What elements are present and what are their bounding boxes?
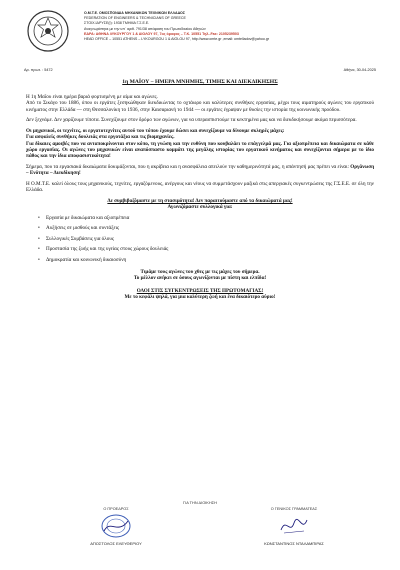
document-date: Αθήνα, 30-04-2025: [343, 68, 376, 72]
paragraph-text: Από το Σικάγο του 1886, όπου οι εργάτες ξεσηκώθηκαν διεκδικώντας το οχτάωρο και καλύτερες συνθήκες εργασίας, μέχρι τους αιματηρούς αγώνες του εργατικού κινήματος στην Ελλάδα — στη Θεσσαλονίκη το 1936, στην Καισαριανή το 1944 — οι εργάτες έγραψαν με θυσίες την ιστορία της κοινωνικής προόδου.: [26, 100, 374, 113]
signature-secretary: [234, 507, 354, 546]
paragraph-text: Η Ο.Μ.Τ.Ε. καλεί όλους τους μηχανικούς, τεχνίτες, εργαζόμενους, ανέργους και νέους να συμμετάσχουν μαζικά στις απεργιακές συγκεντρώσεις της Γ.Σ.Ε.Ε. σε όλη την Ελλάδα.: [26, 180, 374, 194]
list-item: • Συλλογικές Συμβάσεις για όλους: [38, 236, 374, 242]
signatures: [26, 500, 374, 564]
list-item: • Προστασία της ζωής και της υγείας στους χώρους δουλειάς: [38, 246, 374, 252]
document-title: 1η ΜΑΪΟΥ – ΗΜΕΡΑ ΜΝΗΜΗΣ, ΤΙΜΗΣ ΚΑΙ ΔΙΕΚΔΙΚΗΣΗΣ: [122, 79, 278, 85]
signature-role: Ο ΠΡΟΕΔΡΟΣ: [103, 507, 129, 511]
paragraph-text: Για δίκαιες αμοιβές που να ανταποκρίνονται στον κόπο, τη γνώση και την ευθύνη που κουβαλάει το επάγγελμά μας. Για αξιοπρέπεια και δικαιώματα σε κάθε χώρο εργασίας. Οι αγώνες του μηχανικών είναι αναπόσπαστο κομμάτι της μεγάλης ιστορίας του εργατικού κινήματος και συνεχίζονται σήμερα με το ίδιο πάθος και την ίδια αποφασιστικότητα!: [26, 140, 374, 160]
list-item: • Αυξήσεις σε μισθούς και συντάξεις: [38, 225, 374, 231]
signature-icon: [278, 513, 310, 539]
demands-list: [26, 215, 374, 263]
paragraph-text: Για ασφαλείς συνθήκες δουλειάς στα εργοτάξια και τις βιομηχανίες.: [26, 134, 175, 141]
paragraph: [26, 181, 374, 194]
paragraph: [26, 141, 374, 160]
signatures-heading: ΓΙΑ ΤΗΝ ΔΙΟΙΚΗΣΗ: [183, 500, 217, 505]
signature-role: Ο ΓΕΝΙΚΟΣ ΓΡΑΜΜΑΤΕΑΣ: [270, 507, 318, 511]
paragraph: [26, 164, 374, 177]
call-line: Αγωνιζόμαστε συλλογικά για:: [167, 204, 233, 211]
org-title: Ο.Μ.Τ.Ε. ΟΜΟΣΠΟΝΔΙΑ ΜΗΧΑΝΙΚΩΝ ΤΕΧΝΙΚΩΝ ΕΛΛΑΔΟΣ: [84, 11, 186, 15]
org-founded: ΣΤΟΙΧ.ΙΔΡΥΣΕ(Ι): 1938 ΤΜΗΜΑ Γ.Σ.Ε.Ε.: [84, 21, 150, 26]
paragraph-text: Δεν ξεχνάμε. Δεν χαρίζουμε τίποτα. Συνεχίζουμε στον δρόμο των αγώνων, για να υπερασπιστούμε τα κεκτημένα μας και να διεκδικήσουμε ακόμα περισσότερα.: [26, 117, 357, 124]
signature-name: ΑΠΟΣΤΟΛΟΣ ΕΛΕΥΘΕΡΙΟΥ: [90, 541, 142, 546]
paragraph: [26, 117, 374, 123]
closing-lines: [26, 269, 374, 301]
document-body: [26, 94, 374, 301]
paragraph-text: Σήμερα, που τα εργασιακά δικαιώματα δοκιμάζονται, που η ακρίβεια και η ανασφάλεια απειλούν την καθημερινότητά μας, η απάντησή μας πρέπει να είναι:: [26, 163, 351, 170]
slogan: Οργάνωση – Ενότητα – Διεκδίκηση!: [26, 163, 374, 177]
closing-line: Τιμάμε τους αγώνες του χθες με τις μάχες του σήμερα.: [140, 269, 260, 276]
paragraph-text: Οι μηχανικοί, οι τεχνίτες, οι εργατοτεχνίτες αυτού του τόπου έχουμε δώσει και συνεχίζουμε να δίνουμε σκληρές μάχες:: [26, 127, 285, 134]
stamp-icon: [100, 513, 132, 539]
federation-logo-icon: [24, 8, 72, 54]
org-recognition: Αναγνωρίστηκε με την υπ΄ αριθ. 791/38 απόφαση του Πρωτοδικείου Αθηνών: [84, 26, 206, 31]
closing-line: Με το κεφάλι ψηλά, για μια καλύτερη ζωή και ένα δικαιότερο αύριο!: [124, 294, 276, 301]
org-head-office: HEAD OFFICE – 10551 ATHENS – LYKOURGOU 1 & AIOLOU 97, http://www.omte.gr ,email: omtelladov@yahoo.gr: [84, 37, 270, 42]
list-item: • Εργασία με δικαιώματα και αξιοπρέπεια: [38, 215, 374, 221]
closing-line: ΟΛΟΙ ΣΤΙΣ ΣΥΓΚΕΝΤΡΩΣΕΙΣ ΤΗΣ ΠΡΩΤΟΜΑΓΙΑΣ!: [136, 287, 264, 294]
org-title-en: FEDERATION OF ENGINEERS & TECHNICIANS OF GREECE: [84, 16, 186, 21]
org-address: ΕΔΡΑ: ΑΘΗΝΑ ΛΥΚΟΥΡΓΟΥ 1 & ΑΙΟΛΟΥ 97, 7ος όροφος – Τ.Κ. 10551 Τηλ.-Fax: 2105239503: [84, 31, 239, 36]
call-to-action: [26, 198, 374, 211]
letterhead: [24, 8, 384, 60]
signature-president: [56, 507, 176, 546]
signature-name: ΚΩΝΣΤΑΝΤΙΝΟΣ ΝΤΑΛΑΜΠΙΡΑΣ: [264, 541, 324, 546]
closing-line: Το μέλλον ανήκει σε όσους αγωνίζονται με πίστη και ελπίδα!: [133, 275, 267, 282]
paragraph: [26, 100, 374, 113]
paragraph-text: Η 1η Μαΐου είναι ημέρα βαριά φορτισμένη με αίμα και αγώνες.: [26, 94, 158, 100]
call-line: Δε συμβιβαζόμαστε με τη στασιμότητα! Δεν παραιτούμαστε από τα δικαιώματά μας!: [107, 197, 293, 204]
protocol-number: Αρ. πρωτ. : 5472: [24, 68, 53, 72]
list-item: • Δημοκρατία και κοινωνική δικαιοσύνη: [38, 257, 374, 263]
